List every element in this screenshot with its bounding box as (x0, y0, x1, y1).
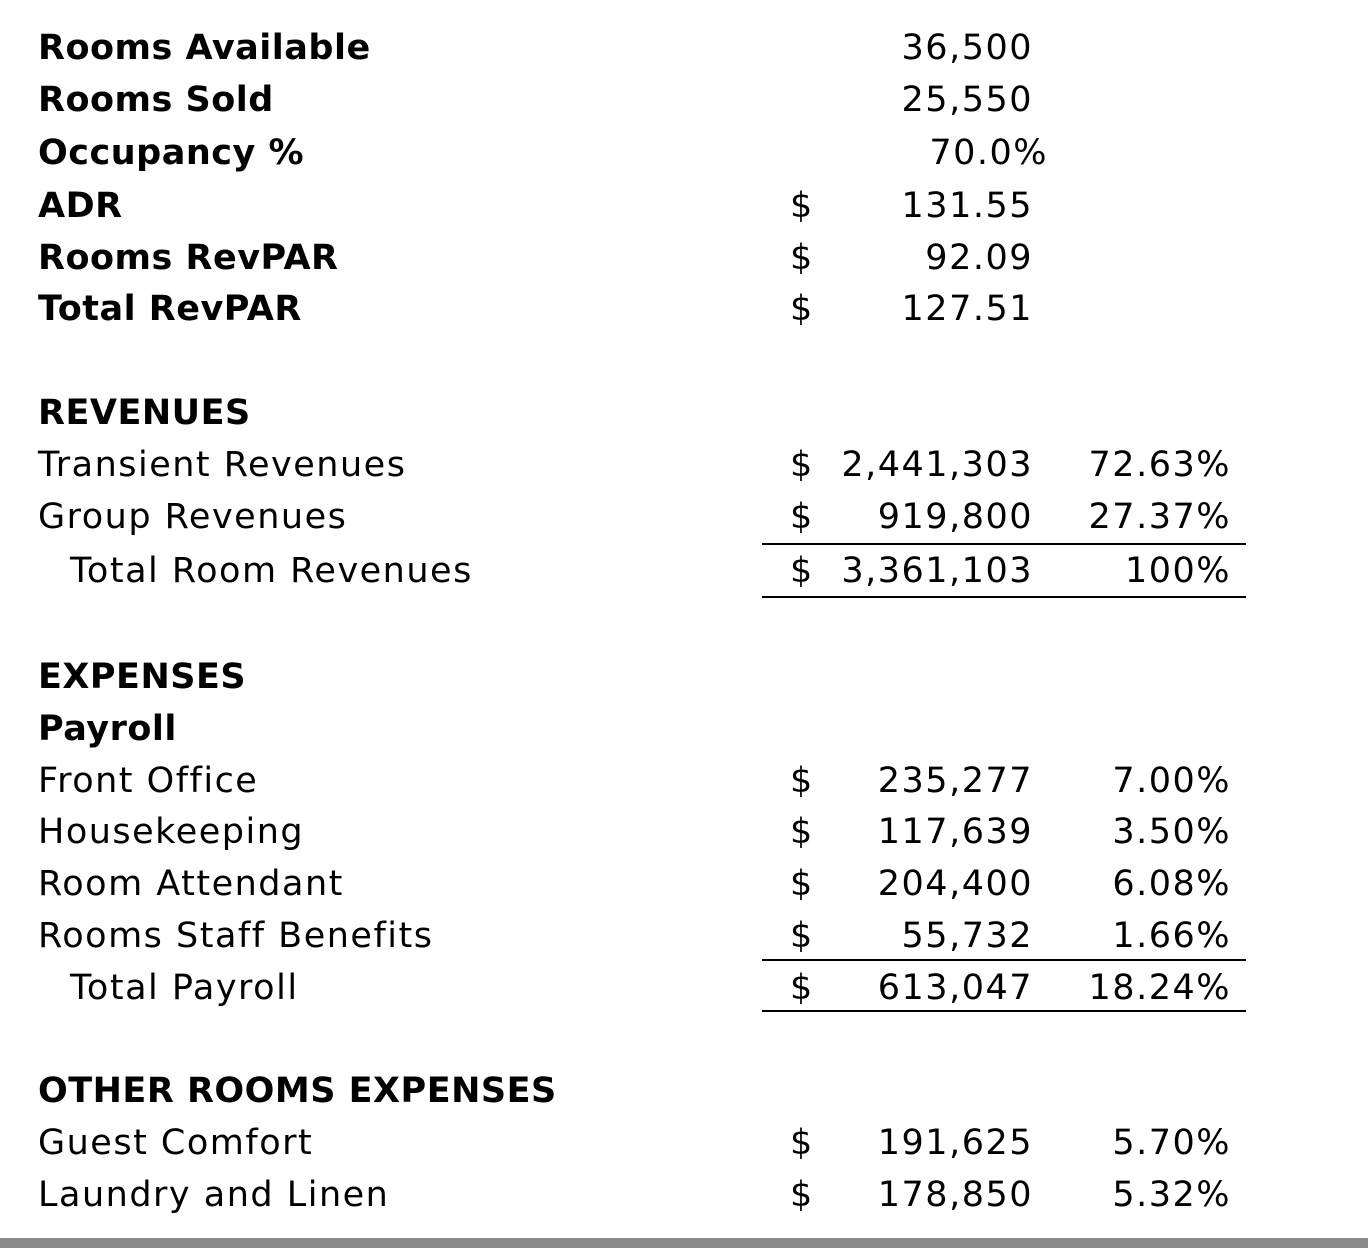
revenue-row-total[interactable] (0, 545, 1368, 597)
window-bottom-edge (0, 1238, 1368, 1248)
payroll-row-total[interactable] (0, 962, 1368, 1014)
row-percent: 5.32% (1112, 1175, 1231, 1215)
currency-symbol: $ (790, 916, 814, 956)
row-label: Laundry and Linen (38, 1175, 390, 1215)
row-amount: 25,550 (901, 80, 1033, 120)
revenue-row-transient[interactable] (0, 439, 1368, 491)
row-label: Room Attendant (38, 864, 344, 904)
row-amount: 2,441,303 (841, 445, 1033, 485)
row-label: Group Revenues (38, 497, 348, 537)
currency-symbol: $ (790, 968, 814, 1008)
row-amount: 235,277 (877, 761, 1033, 801)
row-amount: 178,850 (877, 1175, 1033, 1215)
row-label: Total Payroll (70, 968, 299, 1008)
currency-symbol: $ (790, 238, 814, 278)
subheading: Payroll (38, 709, 177, 749)
section-heading-revenues[interactable] (0, 387, 1368, 439)
row-amount: 131.55 (901, 186, 1033, 226)
row-amount: 204,400 (877, 864, 1033, 904)
row-amount: 92.09 (925, 238, 1033, 278)
payroll-row-room-attendant[interactable] (0, 858, 1368, 910)
row-label: Occupancy % (38, 133, 305, 173)
row-label: Transient Revenues (38, 445, 407, 485)
row-amount: 191,625 (877, 1123, 1033, 1163)
total-rule-bottom (762, 1010, 1246, 1012)
currency-symbol: $ (790, 445, 814, 485)
payroll-row-front-office[interactable] (0, 755, 1368, 807)
row-amount: 3,361,103 (841, 551, 1033, 591)
section-heading: EXPENSES (38, 657, 247, 697)
currency-symbol: $ (790, 761, 814, 801)
currency-symbol: $ (790, 812, 814, 852)
stat-row-rooms-revpar[interactable] (0, 232, 1368, 284)
row-label: Rooms Sold (38, 80, 274, 120)
row-amount: 613,047 (877, 968, 1033, 1008)
payroll-row-staff-benefits[interactable] (0, 910, 1368, 962)
row-amount: 70.0% (929, 133, 1048, 173)
row-percent: 6.08% (1112, 864, 1231, 904)
row-label: Rooms Available (38, 28, 371, 68)
row-percent: 7.00% (1112, 761, 1231, 801)
row-percent: 3.50% (1112, 812, 1231, 852)
subheading-payroll[interactable] (0, 703, 1368, 755)
currency-symbol: $ (790, 1175, 814, 1215)
row-percent: 100% (1124, 551, 1231, 591)
other-row-laundry-linen[interactable] (0, 1169, 1368, 1221)
currency-symbol: $ (790, 289, 814, 329)
section-heading: REVENUES (38, 393, 251, 433)
section-heading-other-expenses[interactable] (0, 1065, 1368, 1117)
currency-symbol: $ (790, 551, 814, 591)
row-label: Total RevPAR (38, 289, 302, 329)
other-row-guest-comfort[interactable] (0, 1117, 1368, 1169)
row-label: Housekeeping (38, 812, 305, 852)
row-amount: 919,800 (877, 497, 1033, 537)
row-amount: 117,639 (877, 812, 1033, 852)
row-amount: 36,500 (901, 28, 1033, 68)
currency-symbol: $ (790, 864, 814, 904)
currency-symbol: $ (790, 186, 814, 226)
row-amount: 127.51 (901, 289, 1033, 329)
total-rule-bottom (762, 596, 1246, 598)
section-heading-expenses[interactable] (0, 651, 1368, 703)
payroll-row-housekeeping[interactable] (0, 806, 1368, 858)
row-percent: 5.70% (1112, 1123, 1231, 1163)
row-percent: 18.24% (1088, 968, 1231, 1008)
revenue-row-group[interactable] (0, 491, 1368, 543)
stat-row-rooms-available[interactable] (0, 22, 1368, 74)
section-heading: OTHER ROOMS EXPENSES (38, 1071, 557, 1111)
stat-row-occupancy[interactable] (0, 127, 1368, 179)
currency-symbol: $ (790, 1123, 814, 1163)
row-label: ADR (38, 186, 123, 226)
row-label: Front Office (38, 761, 259, 801)
currency-symbol: $ (790, 497, 814, 537)
row-label: Rooms RevPAR (38, 238, 339, 278)
row-label: Guest Comfort (38, 1123, 314, 1163)
total-rule-top (762, 959, 1246, 961)
row-percent: 1.66% (1112, 916, 1231, 956)
stat-row-rooms-sold[interactable] (0, 74, 1368, 126)
row-label: Rooms Staff Benefits (38, 916, 434, 956)
stat-row-adr[interactable] (0, 180, 1368, 232)
row-percent: 72.63% (1088, 445, 1231, 485)
row-percent: 27.37% (1088, 497, 1231, 537)
row-amount: 55,732 (901, 916, 1033, 956)
row-label: Total Room Revenues (70, 551, 473, 591)
stat-row-total-revpar[interactable] (0, 283, 1368, 335)
